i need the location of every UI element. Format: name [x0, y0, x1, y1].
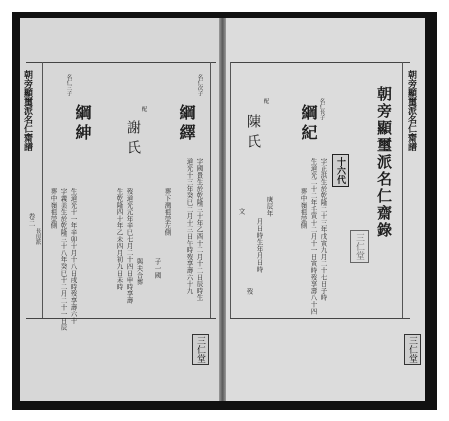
bottom-rule — [26, 318, 216, 319]
left-col1-name: 綱紳 — [73, 104, 92, 144]
bottom-rule — [230, 318, 410, 319]
left-col1-entry-2: 生道光十一年辛卯十月十八日戌時歿享壽六十 — [69, 188, 78, 324]
right-col3-entry-1: 庚辰年 — [265, 196, 274, 217]
right-page-number: 三仁堂 — [404, 334, 421, 365]
right-col3-heading: 配 — [262, 98, 269, 104]
left-col3-entry-4: 子一國 — [153, 258, 162, 279]
top-rule — [230, 62, 410, 63]
top-rule — [26, 62, 216, 63]
left-margin-note: 長房派 — [34, 228, 41, 245]
right-page — [226, 18, 425, 401]
seal-stamp: 三仁堂 — [350, 230, 369, 263]
right-col3-name: 陳氏 — [245, 114, 261, 154]
left-border — [230, 62, 231, 318]
left-col3-name: 綱繹 — [177, 104, 196, 144]
margin-divider — [402, 62, 403, 318]
left-col1-role: 名仁三子 — [65, 74, 72, 96]
right-col2-entry-1: 字正洪生於乾隆二十三年戊寅九月二十七日子時 — [319, 158, 328, 301]
book-gutter — [219, 18, 226, 401]
left-col2-heading: 配 — [140, 106, 147, 112]
right-col3-entry-2: 月日時生年月日時 — [255, 218, 264, 273]
right-col2-role: 名仁長子 — [318, 98, 325, 120]
left-col1-entry-1: 字義美生於乾隆三十八年癸巳十二月二十一日辰 — [59, 188, 68, 331]
left-col2-name: 謝氏 — [125, 120, 141, 160]
left-col2-entry-2: 歿道光元年辛巳七月二十四日申時享壽 — [125, 188, 134, 304]
right-col2-entry-3: 葬中嶺祖塋側 — [299, 188, 308, 229]
left-col1-entry-3: 葬中嶺祖塋側 — [49, 188, 58, 229]
left-col2-entry-3: 與夫合葬 — [135, 258, 144, 286]
right-border — [210, 62, 211, 318]
right-heading: 朝旁顯璽派名仁齋錄 — [375, 86, 393, 239]
right-col3-entry-3: 歿 — [245, 288, 254, 295]
left-page-number: 三仁堂 — [192, 334, 209, 365]
right-col2-entry-2: 生道光二十二年壬寅十二月十一日寅時歿享壽八十四 — [309, 158, 318, 315]
left-page — [20, 18, 219, 401]
right-margin-title: 朝旁顯璽派名仁齋譜 — [406, 70, 416, 151]
left-margin-title: 朝旁顯璽派名仁齋譜 — [22, 70, 32, 151]
left-col3-entry-3: 葬下灣祖塋左側 — [163, 188, 172, 236]
right-col3-extra: 文 — [237, 208, 246, 215]
left-col3-entry-2: 道光十三年癸巳二月十三日午時歿享壽六十九 — [185, 158, 194, 294]
left-col3-role: 名仁次子 — [196, 74, 203, 96]
left-col3-entry-1: 字國貴生於乾隆三十年乙酉十二月十二日辰時生 — [195, 158, 204, 301]
left-col2-entry-1: 生乾隆四十年乙未四月初九日未時 — [115, 188, 124, 290]
left-margin-volume: 卷二 — [27, 213, 36, 227]
right-col2-name: 綱紀 — [299, 104, 318, 144]
generation-box: 十六代 — [332, 154, 349, 187]
margin-divider — [42, 62, 43, 318]
